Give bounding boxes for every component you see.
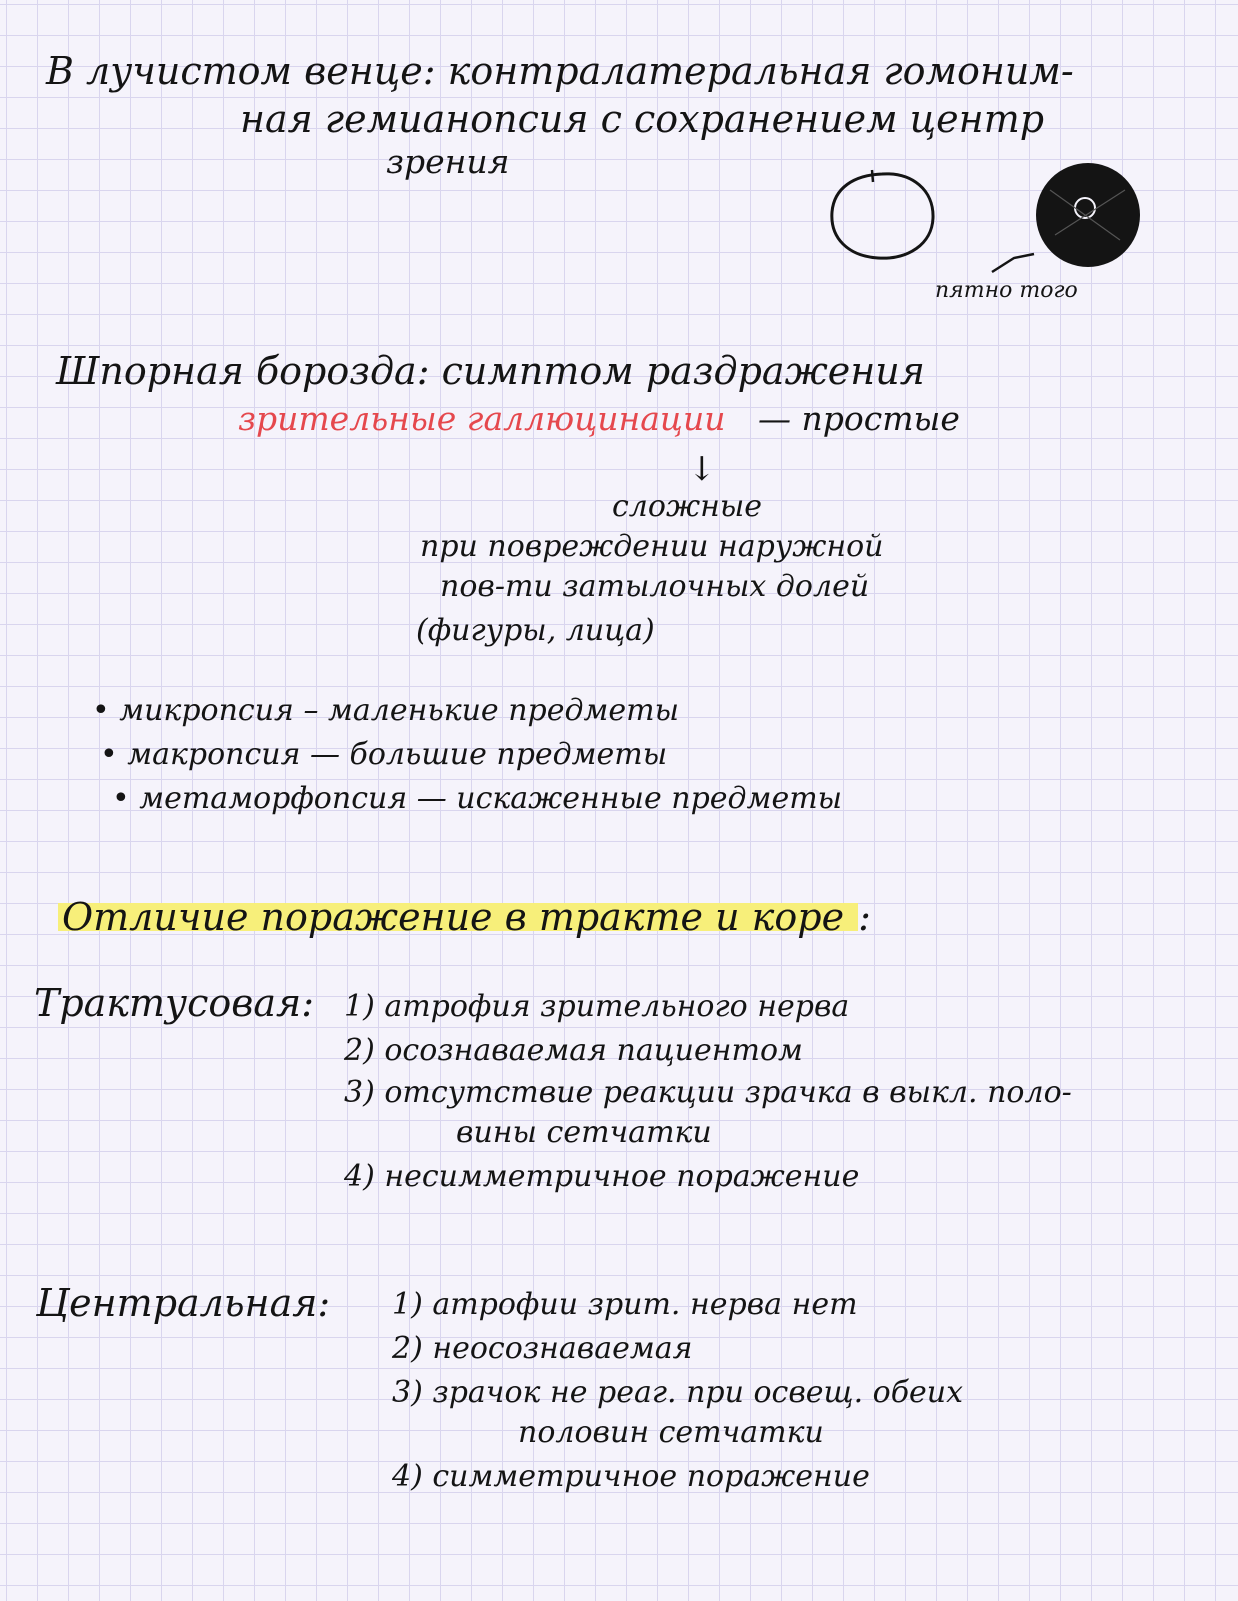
- note-line: сложные: [612, 489, 763, 524]
- note-line: Шпорная борозда: симптом раздражения: [56, 349, 925, 393]
- heading-highlight: Отличие поражение в тракте и коре: [58, 895, 858, 939]
- note-line: (фигуры, лица): [416, 613, 655, 648]
- list-item: 3) зрачок не реаг. при освещ. обеих: [392, 1375, 964, 1410]
- pointer-mark: [990, 250, 1040, 280]
- tract-label: Трактусовая:: [34, 981, 314, 1025]
- heading-colon: :: [858, 895, 871, 939]
- list-item: 1) атрофии зрит. нерва нет: [392, 1287, 858, 1322]
- note-line: ная гемианопсия с сохранением центр: [240, 97, 1045, 141]
- note-line: В лучистом венце: контралатеральная гомоним-: [46, 49, 1074, 93]
- note-line: зрения: [386, 142, 510, 181]
- section-heading: [58, 895, 871, 939]
- list-item: 4) несимметричное поражение: [344, 1159, 860, 1194]
- list-item: 1) атрофия зрительного нерва: [344, 989, 850, 1024]
- bullet-item: • микропсия – маленькие предметы: [92, 693, 680, 728]
- list-item: половин сетчатки: [518, 1415, 824, 1450]
- note-line: — простые: [758, 399, 960, 438]
- bullet-item: • макропсия — большие предметы: [100, 737, 668, 772]
- list-item: 2) осознаваемая пациентом: [344, 1033, 803, 1068]
- list-item: 2) неосознаваемая: [392, 1331, 693, 1366]
- note-line: пов-ти затылочных долей: [440, 569, 870, 604]
- list-item: вины сетчатки: [456, 1115, 712, 1150]
- bullet-item: • метаморфопсия — искаженные предметы: [112, 781, 843, 816]
- filled-circle: [1036, 163, 1140, 267]
- sketch-caption: пятно того: [935, 278, 1078, 303]
- down-arrow-icon: ↓: [688, 449, 716, 488]
- note-line: при повреждении наружной: [420, 529, 884, 564]
- open-circle: [832, 174, 933, 258]
- list-item: 3) отсутствие реакции зрачка в выкл. поло-: [344, 1075, 1072, 1110]
- red-highlight-text: зрительные галлюцинации: [238, 399, 726, 438]
- central-label: Центральная:: [36, 1281, 331, 1325]
- list-item: 4) симметричное поражение: [392, 1459, 870, 1494]
